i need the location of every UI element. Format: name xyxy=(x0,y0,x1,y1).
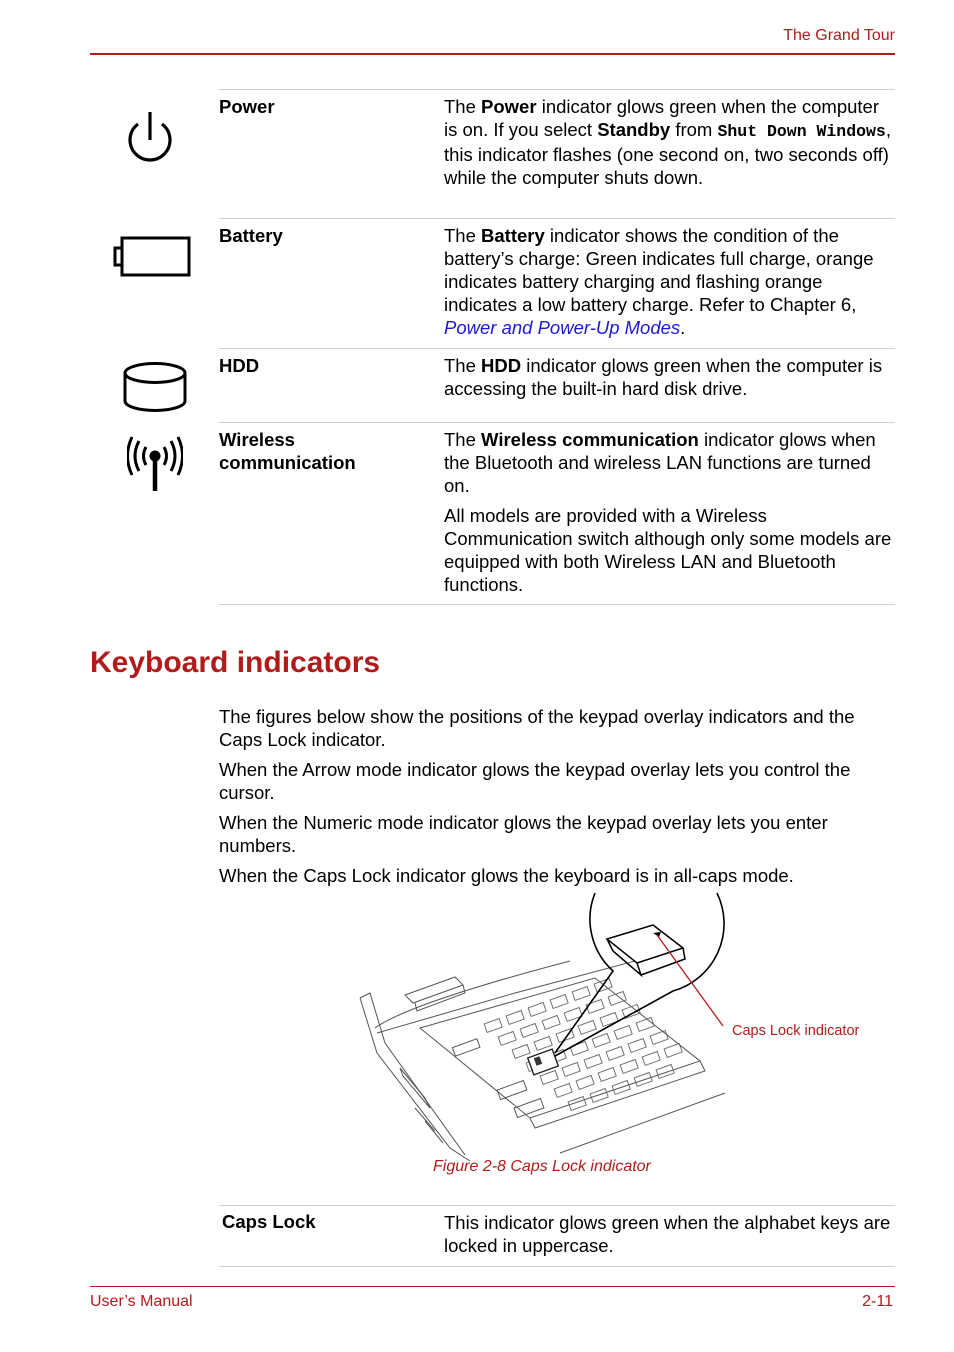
keyboard-key xyxy=(498,1032,516,1046)
header-rule xyxy=(90,53,895,55)
description-para: The Wireless communication indicator glows when the Bluetooth and wireless LAN functions are turned on. xyxy=(444,429,876,496)
keyboard-key xyxy=(534,1037,552,1051)
indicator-description: This indicator glows green when the alphabet keys are locked in uppercase. xyxy=(444,1212,891,1256)
keyboard-key xyxy=(614,1026,632,1040)
indicator-description: The Power indicator glows green when the computer is on. If you select Standby from Shut Down Windows, this indicator flashes (one second on, two seconds off) while the computer shuts down. xyxy=(444,96,891,188)
keyboard-key xyxy=(600,1013,618,1027)
figure-callout-label: Caps Lock indicator xyxy=(732,1023,860,1039)
keyboard-key xyxy=(554,1084,572,1098)
footer-manual-title: User’s Manual xyxy=(90,1293,193,1310)
table-row xyxy=(219,218,895,348)
keyboard-key xyxy=(608,992,626,1006)
keyboard-key xyxy=(650,1031,668,1045)
bold-term: Standby xyxy=(597,119,671,140)
keyboard-key xyxy=(634,1073,652,1087)
keyboard-key xyxy=(598,1068,616,1082)
page-number: 2-11 xyxy=(862,1293,893,1310)
section-heading: Keyboard indicators xyxy=(90,646,381,679)
keyboard-key xyxy=(568,1097,586,1111)
footer-rule xyxy=(90,1286,895,1287)
keyboard-key xyxy=(628,1039,646,1053)
menu-command: Shut Down Windows xyxy=(717,122,886,141)
keyboard-key xyxy=(578,1021,596,1035)
wireless-icon xyxy=(127,436,183,494)
indicator-name: Caps Lock xyxy=(222,1211,316,1232)
keyboard-key xyxy=(584,1055,602,1069)
keyboard-key xyxy=(528,1003,546,1017)
keyboard-key xyxy=(520,1024,538,1038)
body-paragraph: When the Caps Lock indicator glows the keyboard is in all-caps mode. xyxy=(219,865,794,886)
keyboard-key xyxy=(540,1071,558,1085)
keyboard-key xyxy=(550,995,568,1009)
bold-term: HDD xyxy=(481,355,522,376)
keyboard-key xyxy=(592,1034,610,1048)
description-para: All models are provided with a Wireless Communication switch although only some models are equipped with both Wireless LAN and Bluetooth functions. xyxy=(444,505,892,595)
keyboard-key xyxy=(562,1063,580,1077)
figure-caption: Figure 2-8 Caps Lock indicator xyxy=(433,1158,651,1175)
keyboard-key xyxy=(512,1045,530,1059)
bold-term: Power xyxy=(481,96,537,117)
keyboard-key xyxy=(576,1076,594,1090)
indicator-description: The HDD indicator glows green when the computer is accessing the built-in hard disk drive. xyxy=(444,355,883,399)
power-icon xyxy=(126,110,174,166)
indicator-name: HDD xyxy=(219,355,260,376)
indicator-description: The Battery indicator shows the condition of the battery’s charge: Green indicates full charge, orange indicates battery charging and flashing orange indicates a low battery charge. Refer to Chapter 6, Power and Power-Up Modes. xyxy=(444,225,874,338)
indicator-name: Power xyxy=(219,96,275,117)
table-row xyxy=(219,1205,895,1267)
hdd-icon xyxy=(121,361,189,415)
table-row xyxy=(219,422,895,605)
table-row xyxy=(219,348,895,422)
keyboard-key xyxy=(656,1065,674,1079)
page-header-title: The Grand Tour xyxy=(783,27,895,44)
bold-term: Battery xyxy=(481,225,545,246)
body-paragraph: When the Numeric mode indicator glows the keypad overlay lets you enter numbers. xyxy=(219,812,828,856)
keyboard-key xyxy=(620,1060,638,1074)
indicator-description xyxy=(444,428,894,603)
keyboard-key xyxy=(590,1089,608,1103)
keyboard-key xyxy=(542,1016,560,1030)
keyboard-key xyxy=(572,987,590,1001)
keyboard-key xyxy=(642,1052,660,1066)
indicator-name: Wireless communication xyxy=(219,429,356,473)
section-body xyxy=(219,705,895,894)
battery-icon xyxy=(112,236,194,278)
bold-term: Wireless communication xyxy=(481,429,699,450)
keyboard-key xyxy=(636,1018,654,1032)
keyboard-key xyxy=(606,1047,624,1061)
table-rule xyxy=(219,604,895,605)
cross-reference-link[interactable]: Power and Power-Up Modes xyxy=(444,317,681,338)
keyboard-key xyxy=(664,1044,682,1058)
indicator-name: Battery xyxy=(219,225,283,246)
body-paragraph: When the Arrow mode indicator glows the keypad overlay lets you control the cursor. xyxy=(219,759,851,803)
body-paragraph: The figures below show the positions of the keypad overlay indicators and the Caps Lock indicator. xyxy=(219,706,855,750)
keyboard-key xyxy=(484,1019,502,1033)
table-row xyxy=(219,89,895,218)
keyboard-key xyxy=(506,1011,524,1025)
